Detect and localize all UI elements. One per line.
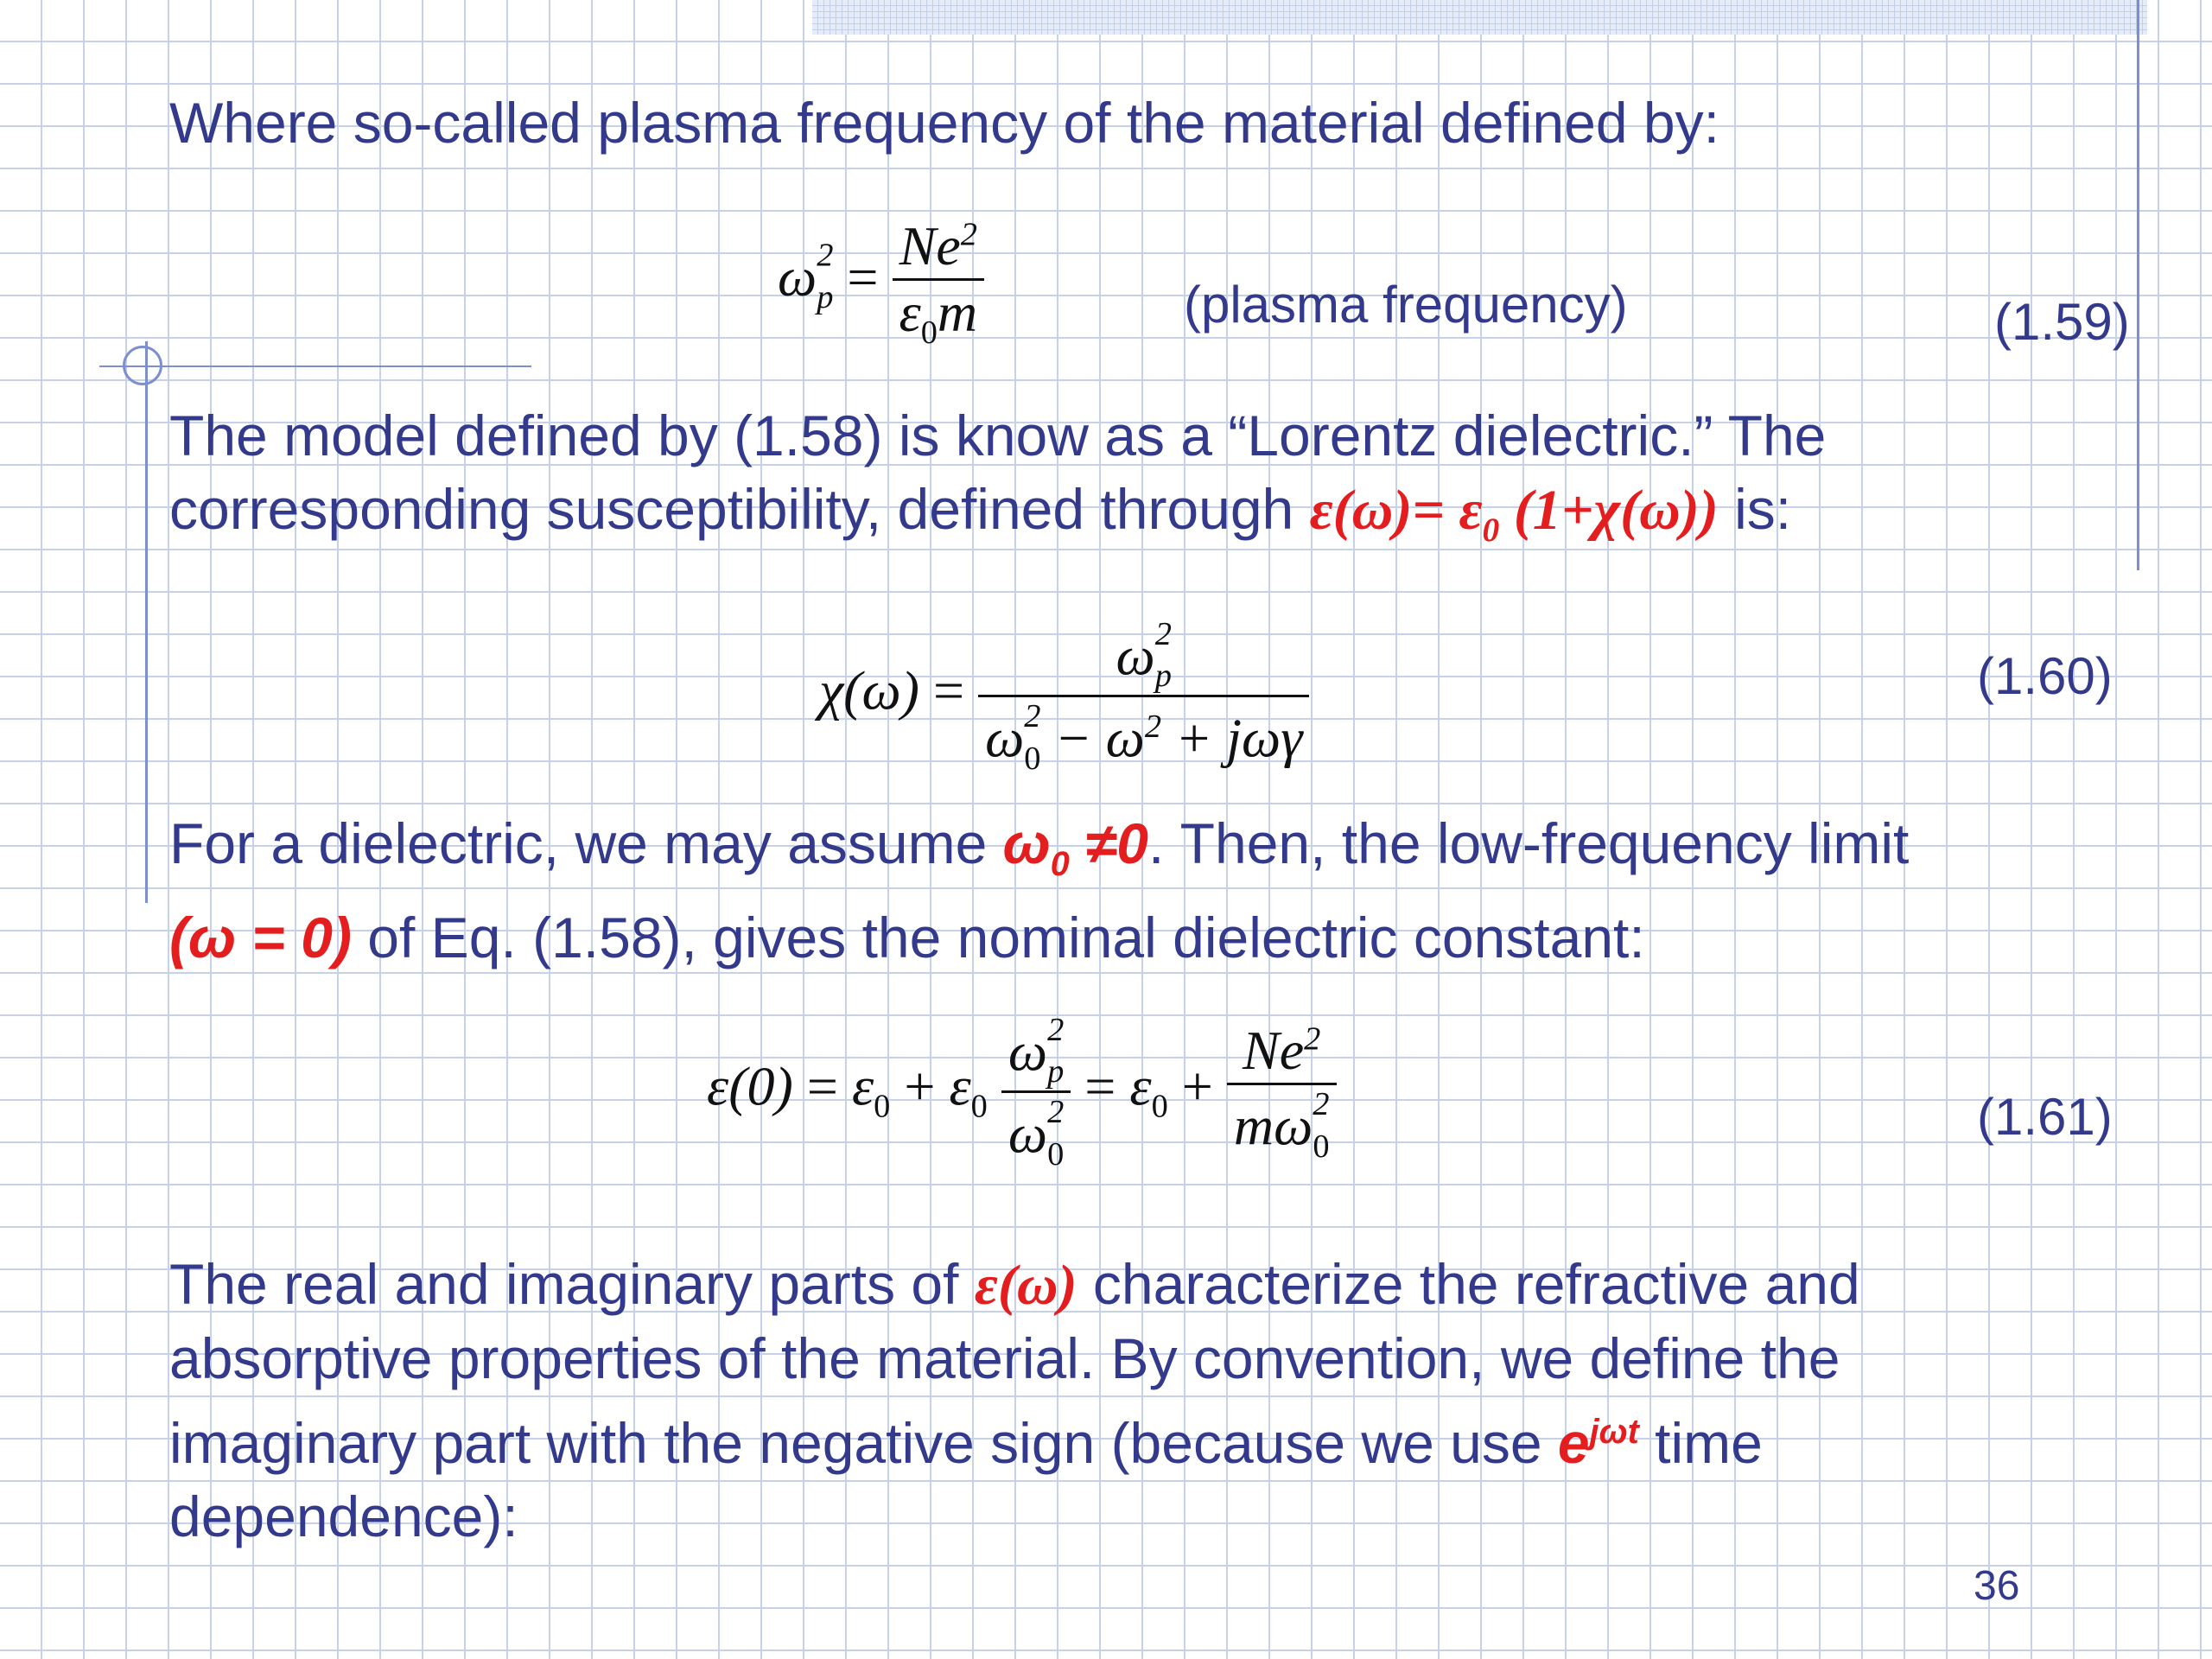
page-number: 36	[1974, 1563, 2020, 1609]
paragraph-line: For a dielectric, we may assume $\omega_0 \ne 0$. Then, the low-frequency limit	[169, 811, 1910, 884]
paragraph-line: The real and imaginary parts of ε(ω) characterize the refractive and	[169, 1252, 1860, 1317]
equation-1-59	[778, 214, 984, 352]
paragraph-line: dependence):	[169, 1484, 518, 1548]
eq-equals: =	[932, 659, 965, 721]
inline-formula-susceptibility: $\varepsilon(\omega)= \varepsilon_0$ (1+χ(ω))	[1309, 479, 1719, 550]
eq-fraction: $\frac{\omega^2_p}{\omega^2_0 - \omega^2 + j\omega\gamma}$	[978, 615, 1309, 778]
inline-formula-omega0: $\omega_0 \ne 0$	[1002, 811, 1148, 884]
right-vertical-rule	[2137, 0, 2139, 570]
equation-number-1-61: (1.61)	[1977, 1088, 2113, 1146]
paragraph-plasma-intro	[169, 86, 1719, 160]
plasma-frequency-label: (plasma frequency)	[1184, 276, 1628, 334]
eq-equals: =	[847, 246, 879, 308]
equation-number-1-59: (1.59)	[1994, 293, 2130, 351]
eq-lhs: $\omega^2_p$	[778, 237, 834, 315]
equation-1-60	[819, 615, 1309, 778]
inline-formula-epsilon: ε(ω)	[974, 1254, 1077, 1317]
left-vertical-rule	[145, 341, 148, 903]
paragraph-line: corresponding susceptibility, defined through $\varepsilon(\omega)= \varepsilon_0$ (1+χ(ω)) is:	[169, 477, 1792, 550]
top-decoration-bar	[812, 0, 2147, 35]
eq-fraction-plasma: $\frac{\omega^2_p}{\omega^2_0}$	[1001, 1011, 1071, 1173]
paragraph-text: Where so-called plasma frequency of the material defined by:	[169, 91, 1719, 155]
eq-fraction-ne2: $\frac{Ne^2}{m\omega^2_0}$	[1227, 1019, 1337, 1165]
paragraph-lorentz	[169, 399, 1826, 567]
equation-1-61: $\varepsilon(0) = \varepsilon_0 + \varepsilon_0$ $\frac{\omega^2_p}{\omega^2_0}$ = $\varepsilon_0$ + $\frac{Ne^2}{m\omega^2_0}$	[707, 1011, 1337, 1173]
inline-formula-exponential: $e^{j\omega t}$	[1557, 1411, 1639, 1475]
left-horizontal-rule	[99, 365, 531, 367]
paragraph-line: absorptive properties of the material. By convention, we define the	[169, 1326, 1840, 1390]
paragraph-real-imaginary	[169, 1248, 1860, 1554]
inline-formula-omega-zero: (ω = 0)	[169, 906, 352, 970]
eq-fraction: $\frac{Ne^2}{\varepsilon_0m}$	[893, 214, 985, 352]
eq-lhs: ε(0)	[707, 1055, 793, 1117]
equation-number-1-60: (1.60)	[1977, 647, 2113, 705]
crosshair-ornament	[123, 346, 162, 385]
eq-lhs: χ(ω)	[819, 659, 919, 721]
paragraph-line: The model defined by (1.58) is know as a “Lorentz dielectric.” The	[169, 404, 1827, 467]
paragraph-line: (ω = 0) of Eq. (1.58), gives the nominal dielectric constant:	[169, 906, 1645, 970]
paragraph-line: imaginary part with the negative sign (because we use $e^{j\omega t}$ time	[169, 1411, 1763, 1475]
paragraph-low-frequency	[169, 807, 1909, 975]
